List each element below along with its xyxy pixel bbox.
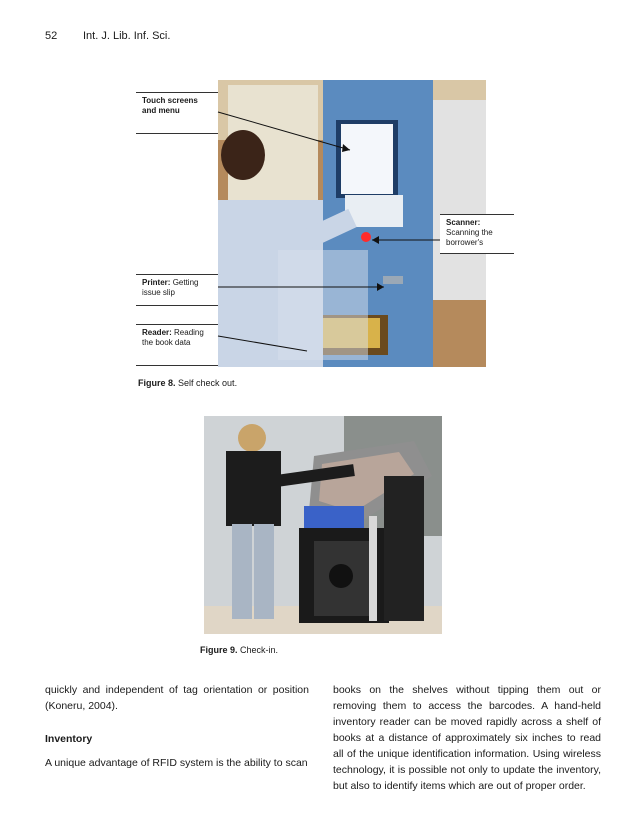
callout-printer: Printer: Getting issue slip — [136, 274, 218, 306]
section-heading-inventory: Inventory — [45, 733, 93, 745]
left-paragraph-2: A unique advantage of RFID system is the ability to scan — [45, 757, 308, 769]
callout-scanner: Scanner: Scanning the borrower's — [440, 214, 514, 254]
left-paragraph-1: quickly and independent of tag orientation or position (Koneru, 2004). — [45, 684, 309, 712]
figure9-caption: Figure 9. Check-in. — [200, 645, 279, 655]
journal-title: Int. J. Lib. Inf. Sci. — [83, 30, 171, 42]
right-paragraph: books on the shelves without tipping them out or removing them to access the barcodes. A hand-held inventory reader can be moved rapidly across a shelf of books at a distance of approximately six inches to read all of the unique identification information. Using wireless technology, it is possible not only to update the inventory, but also to identify items which are out of proper order. — [333, 684, 601, 792]
page-number: 52 — [45, 30, 58, 42]
left-column — [45, 682, 309, 771]
callout-reader: Reader: Reading the book data — [136, 324, 218, 366]
figure9-photo — [204, 416, 442, 634]
callout-touch-screens: Touch screens and menu — [136, 92, 218, 134]
figure8-caption: Figure 8. Self check out. — [138, 378, 238, 388]
right-column — [333, 682, 601, 794]
